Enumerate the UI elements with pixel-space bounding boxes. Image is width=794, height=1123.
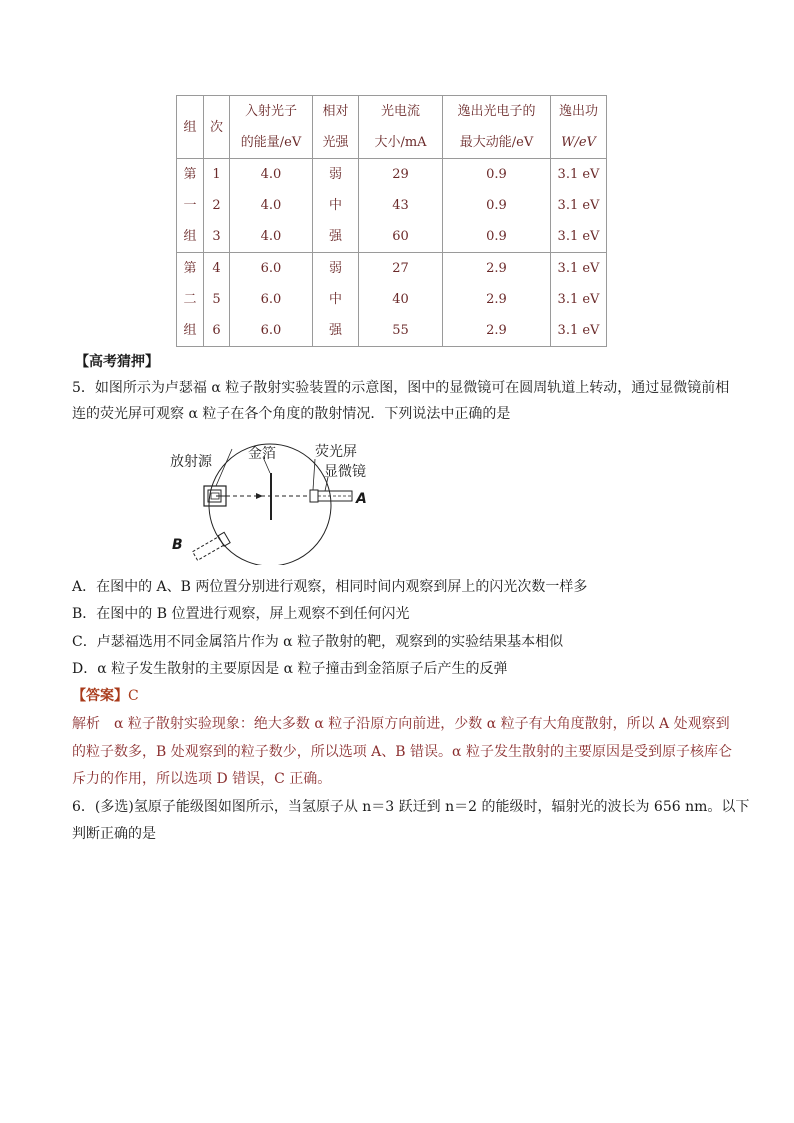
label-screen: 荧光屏 <box>315 444 357 460</box>
trial-cell: 2 <box>212 198 221 213</box>
label-position-a: A <box>356 491 367 507</box>
microscope-b <box>193 537 224 561</box>
current-cell: 43 <box>392 198 409 213</box>
current-cell: 60 <box>392 229 409 244</box>
header-current-line2: 大小/mA <box>374 135 427 150</box>
header-intensity-line1: 相对 <box>322 104 349 119</box>
header-work-line1: 逸出功 <box>558 104 598 119</box>
q5-analysis-line-3: 斥力的作用，所以选项 D 错误，C 正确。 <box>72 771 332 787</box>
group-2-current <box>359 253 443 347</box>
intensity-cell: 弱 <box>328 261 342 276</box>
group-1-trials <box>204 159 230 253</box>
header-current-line1: 光电流 <box>380 104 420 119</box>
trial-cell: 1 <box>212 167 221 182</box>
energy-cell: 6.0 <box>260 292 282 307</box>
intensity-cell: 弱 <box>328 167 342 182</box>
table-row-group-1 <box>177 159 607 253</box>
header-intensity <box>313 96 359 159</box>
header-current <box>359 96 443 159</box>
q5-stem-line-2: 连的荧光屏可观察 α 粒子在各个角度的散射情况．下列说法中正确的是 <box>72 406 511 422</box>
header-photon-energy <box>230 96 313 159</box>
screen-a <box>310 490 318 502</box>
label-gold-foil: 金箔 <box>248 446 276 462</box>
group-1-current <box>359 159 443 253</box>
header-intensity-line2: 光强 <box>322 135 349 150</box>
energy-cell: 4.0 <box>260 198 282 213</box>
group-1-char-1: 第 <box>183 167 197 182</box>
q5-option-b: B．在图中的 B 位置进行观察，屏上观察不到任何闪光 <box>72 606 410 622</box>
kinetic-cell: 2.9 <box>486 292 507 307</box>
section-title: 【高考猜押】 <box>75 354 159 370</box>
answer-value: C <box>128 688 139 704</box>
q5-analysis-line-1: 解析 α 粒子散射实验现象：绝大多数 α 粒子沿原方向前进，少数 α 粒子有大角度散射，所以 A 处观察到 <box>72 716 730 732</box>
header-kinetic-line2: 最大动能/eV <box>459 135 534 150</box>
header-work-function <box>551 96 607 159</box>
kinetic-cell: 2.9 <box>486 323 507 338</box>
group-2-work <box>551 253 607 347</box>
intensity-cell: 强 <box>328 229 342 244</box>
q5-option-d: D．α 粒子发生散射的主要原因是 α 粒子撞击到金箔原子后产生的反弹 <box>72 661 508 677</box>
kinetic-cell: 2.9 <box>486 261 507 276</box>
group-1-char-3: 组 <box>183 229 197 244</box>
trial-cell: 6 <box>212 323 221 338</box>
intensity-cell: 中 <box>328 292 342 307</box>
energy-cell: 4.0 <box>260 229 282 244</box>
q5-option-a: A．在图中的 A、B 两位置分别进行观察，相同时间内观察到屏上的闪光次数一样多 <box>72 579 588 595</box>
group-1-work <box>551 159 607 253</box>
group-2-intensity <box>313 253 359 347</box>
current-cell: 55 <box>392 323 409 338</box>
header-kinetic <box>443 96 551 159</box>
header-group: 组 <box>177 96 204 159</box>
header-work-line2: W/eV <box>561 135 596 150</box>
kinetic-cell: 0.9 <box>486 167 507 182</box>
intensity-cell: 强 <box>328 323 342 338</box>
group-2-char-3: 组 <box>183 323 197 338</box>
group-1-intensity <box>313 159 359 253</box>
work-cell: 3.1 eV <box>557 292 600 307</box>
rutherford-apparatus-figure <box>160 435 390 565</box>
leader-source <box>216 449 232 486</box>
group-1-char-2: 一 <box>183 198 197 213</box>
energy-cell: 6.0 <box>260 261 282 276</box>
group-1-kinetic <box>443 159 551 253</box>
group-2-char-1: 第 <box>183 261 197 276</box>
q5-option-c: C．卢瑟福选用不同金属箔片作为 α 粒子散射的靶，观察到的实验结果基本相似 <box>72 634 564 650</box>
header-photon-energy-line1: 入射光子 <box>244 104 297 119</box>
leader-screen <box>313 459 315 490</box>
work-cell: 3.1 eV <box>557 229 600 244</box>
group-label-2 <box>177 253 204 347</box>
energy-cell: 4.0 <box>260 167 282 182</box>
current-cell: 29 <box>392 167 409 182</box>
q5-answer <box>72 683 139 709</box>
q5-stem-line-1: 5．如图所示为卢瑟福 α 粒子散射实验装置的示意图，图中的显微镜可在圆周轨道上转动，通过显微镜前相 <box>72 380 730 396</box>
current-cell: 40 <box>392 292 409 307</box>
q5-analysis-line-2: 的粒子数多，B 处观察到的粒子数少，所以选项 A、B 错误。α 粒子发生散射的主要原因是受到原子核库仑 <box>72 744 732 760</box>
q6-stem-line-2: 判断正确的是 <box>72 826 156 842</box>
beam-arrow <box>256 493 263 499</box>
work-cell: 3.1 eV <box>557 198 600 213</box>
answer-tag: 【答案】 <box>72 688 128 704</box>
header-photon-energy-line2: 的能量/eV <box>240 135 302 150</box>
q6-stem-line-1: 6．(多选)氢原子能级图如图所示，当氢原子从 n＝3 跃迁到 n＝2 的能级时，辐射光的波长为 656 nm。以下 <box>72 799 750 815</box>
group-2-kinetic <box>443 253 551 347</box>
intensity-cell: 中 <box>328 198 342 213</box>
current-cell: 27 <box>392 261 409 276</box>
table-header-row <box>177 96 607 159</box>
header-kinetic-line1: 逸出光电子的 <box>457 104 536 119</box>
label-position-b: B <box>172 537 183 553</box>
group-2-energy <box>230 253 313 347</box>
photoelectric-data-table <box>176 95 607 347</box>
group-2-trials <box>204 253 230 347</box>
microscope-b-group <box>192 532 230 561</box>
group-1-energy <box>230 159 313 253</box>
trial-cell: 4 <box>212 261 221 276</box>
work-cell: 3.1 eV <box>557 261 600 276</box>
work-cell: 3.1 eV <box>557 167 600 182</box>
trial-cell: 5 <box>212 292 221 307</box>
group-2-char-2: 二 <box>183 292 197 307</box>
trial-cell: 3 <box>212 229 221 244</box>
label-source: 放射源 <box>170 454 212 470</box>
label-microscope: 显微镜 <box>324 464 366 480</box>
kinetic-cell: 0.9 <box>486 198 507 213</box>
table-row-group-2 <box>177 253 607 347</box>
kinetic-cell: 0.9 <box>486 229 507 244</box>
screen-b <box>218 532 230 546</box>
energy-cell: 6.0 <box>260 323 282 338</box>
work-cell: 3.1 eV <box>557 323 600 338</box>
group-label-1 <box>177 159 204 253</box>
header-trial: 次 <box>204 96 230 159</box>
